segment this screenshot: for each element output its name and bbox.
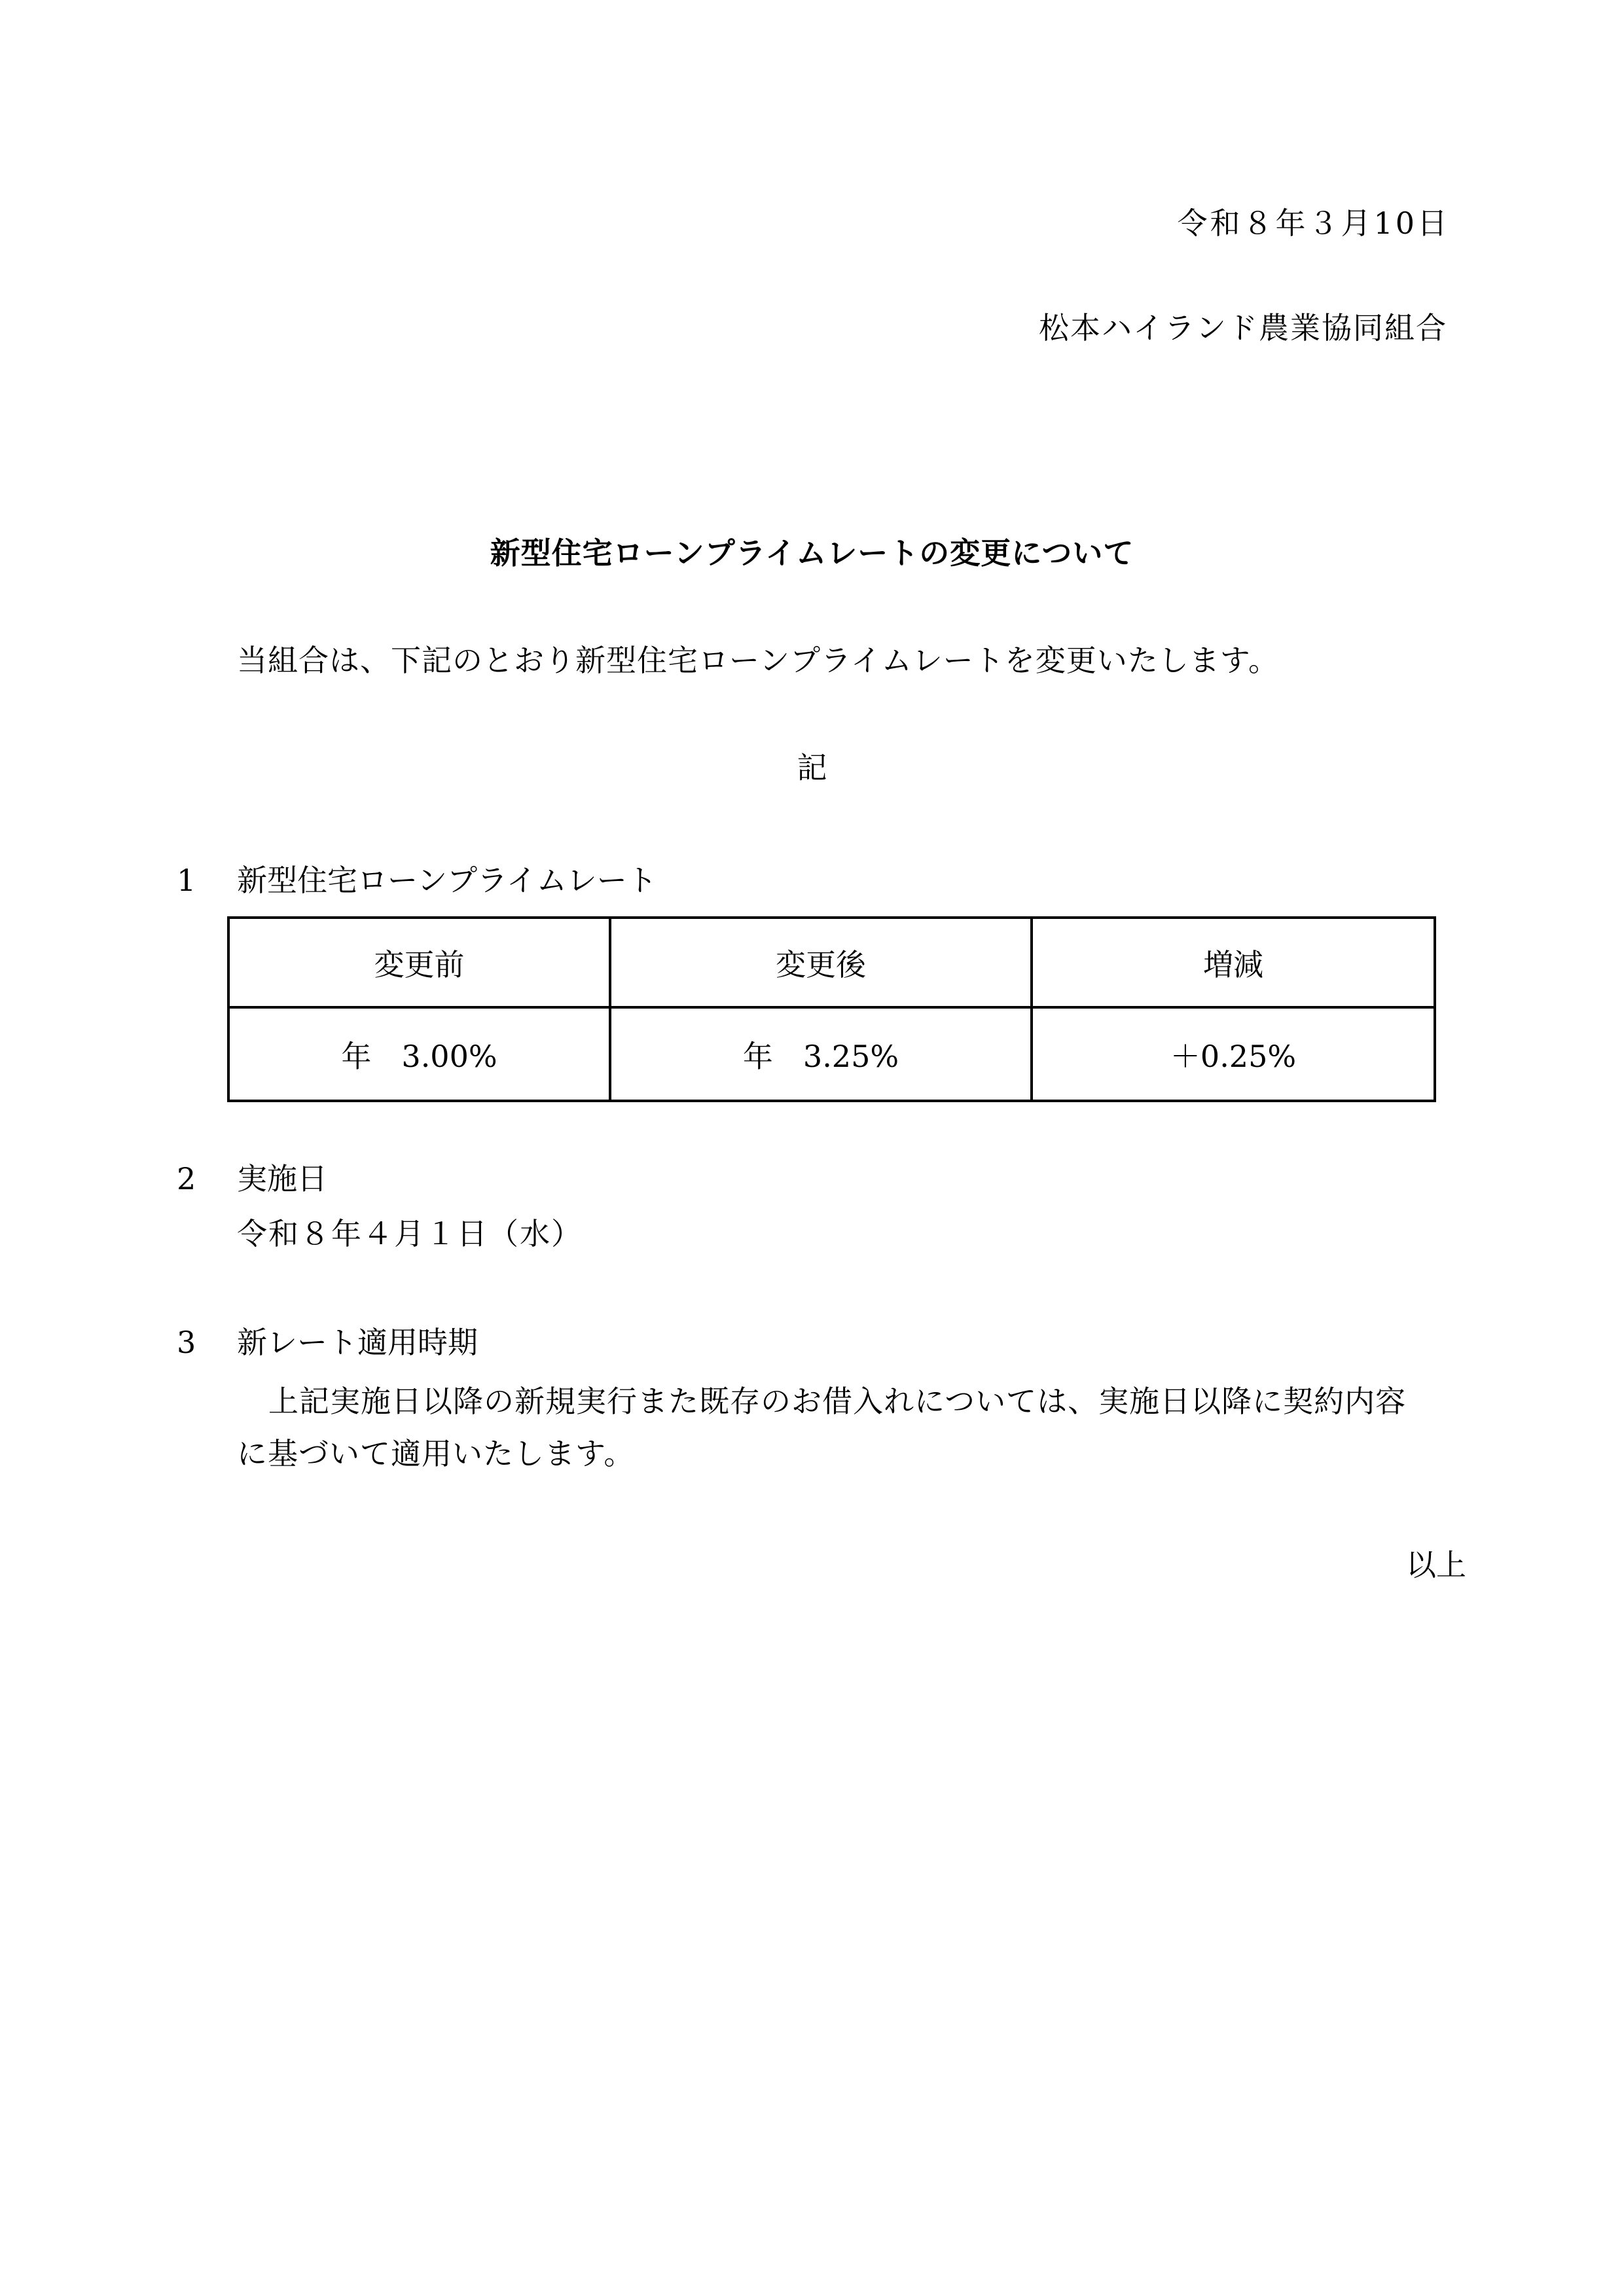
section-3-body-line-1: 上記実施日以降の新規実行また既存のお借入れについては、実施日以降に契約内容: [268, 1384, 1407, 1419]
section-1-number: 1: [177, 863, 196, 898]
header-after: 変更後: [610, 918, 1032, 1007]
intro-paragraph: 当組合は、下記のとおり新型住宅ローンプライムレートを変更いたします。: [237, 643, 1280, 678]
document-title: 新型住宅ローンプライムレートの変更について: [490, 535, 1134, 571]
rate-table-header-row: [228, 918, 1435, 1007]
header-before: 変更前: [228, 918, 610, 1007]
section-2-number: 2: [177, 1161, 196, 1196]
rate-table: [227, 916, 1436, 1102]
rate-after: 年 3.25%: [610, 1007, 1032, 1101]
organization-name: 松本ハイランド農業協同組合: [1039, 310, 1447, 346]
closing-mark: 以上: [1406, 1547, 1466, 1583]
effective-date: 令和８年４月１日（水）: [237, 1216, 583, 1251]
section-3-heading: 新レート適用時期: [237, 1325, 478, 1360]
table-row: [228, 1007, 1435, 1101]
ki-marker: 記: [797, 750, 827, 785]
rate-change: ＋0.25%: [1032, 1007, 1435, 1101]
section-1-heading: 新型住宅ローンプライムレート: [237, 863, 657, 898]
header-change: 増減: [1032, 918, 1435, 1007]
section-3-number: 3: [177, 1325, 196, 1360]
section-3-body-line-2: に基づいて適用いたします。: [237, 1436, 635, 1471]
rate-before: 年 3.00%: [228, 1007, 610, 1101]
section-2-heading: 実施日: [237, 1161, 327, 1196]
document-date: 令和８年３月10日: [1177, 206, 1450, 241]
